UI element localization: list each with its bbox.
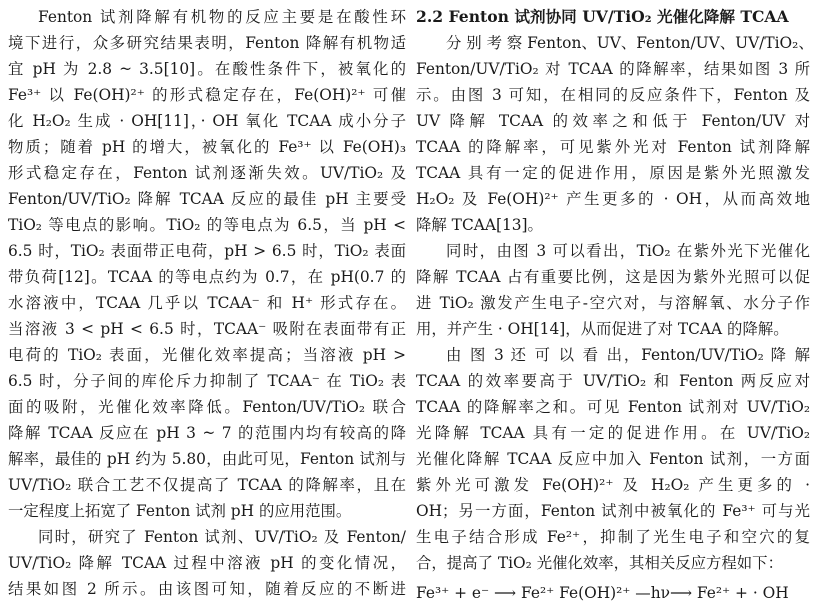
text-line: 同时，研究了 Fenton 试剂、UV/TiO₂ 及 Fenton/: [38, 528, 406, 546]
text-line: TiO₂ 等电点的影响。TiO₂ 的等电点为 6.5，当 pH <: [8, 216, 406, 234]
text-line: 物质；随着 pH 的增大，被氧化的 Fe³⁺ 以 Fe(OH)₃: [8, 138, 406, 156]
text-line: 境下进行，众多研究结果表明，Fenton 降解有机物适: [8, 34, 406, 52]
text-line: 解率，最佳的 pH 约为 5.80，由此可见，Fenton 试剂与: [8, 450, 406, 468]
text-line: 进 TiO₂ 激发产生电子-空穴对，与溶解氧、水分子作: [416, 294, 810, 312]
text-line: 示。由图 3 可知，在相同的反应条件下，Fenton 及: [416, 86, 810, 104]
text-line: 结果如图 2 所示。由该图可知，随着反应的不断进: [8, 580, 406, 598]
text-line: Fenton/UV/TiO₂ 对 TCAA 的降解率，结果如图 3 所: [416, 60, 810, 78]
text-line: UV/TiO₂ 降解 TCAA 过程中溶液 pH 的变化情况，: [8, 554, 406, 572]
text-line: 紫外光可激发 Fe(OH)²⁺ 及 H₂O₂ 产生更多的 ·: [416, 476, 810, 494]
text-line: 带负荷[12]。TCAA 的等电点约为 0.7，在 pH(0.7 的: [8, 268, 406, 286]
text-line: 宜 pH 为 2.8 ~ 3.5[10]。在酸性条件下，被氧化的: [8, 60, 406, 78]
right-column: [416, 4, 814, 606]
text-line: 6.5 时，分子间的库伦斥力抑制了 TCAA⁻ 在 TiO₂ 表: [8, 372, 406, 390]
text-line: 降解 TCAA 反应在 pH 3 ~ 7 的范围内均有较高的降: [8, 424, 406, 442]
text-line: 生电子结合形成 Fe²⁺，抑制了光生电子和空穴的复: [416, 528, 810, 546]
text-line: TCAA 的效率要高于 UV/TiO₂ 和 Fenton 两反应对: [416, 372, 810, 390]
text-line: UV/TiO₂ 联合工艺不仅提高了 TCAA 的降解率，且在: [8, 476, 406, 494]
text-line: 由 图 3 还 可 以 看 出，Fenton/UV/TiO₂ 降 解: [446, 346, 810, 364]
text-line: 面的吸附，光催化效率降低。Fenton/UV/TiO₂ 联合: [8, 398, 406, 416]
text-line: 用，并产生 · OH[14]，从而促进了对 TCAA 的降解。: [416, 320, 789, 338]
text-line: 降解 TCAA[13]。: [416, 216, 543, 234]
text-line: 降解 TCAA 占有重要比例，这是因为紫外光照可以促: [416, 268, 810, 286]
text-line: TCAA 的降解率之和。可见 Fenton 试剂对 UV/TiO₂: [416, 398, 810, 416]
text-line: 光降解 TCAA 具有一定的促进作用。在 UV/TiO₂: [416, 424, 810, 442]
reaction-equation: Fe³⁺ + e⁻ ⟶ Fe²⁺ Fe(OH)²⁺ —hν⟶ Fe²⁺ + · OH: [416, 584, 789, 602]
text-line: 电荷的 TiO₂ 表面，光催化效率提高；当溶液 pH >: [8, 346, 406, 364]
text-line: TCAA 的降解率，可见紫外光对 Fenton 试剂降解: [416, 138, 810, 156]
text-line: 当溶液 3 < pH < 6.5 时，TCAA⁻ 吸附在表面带有正: [8, 320, 406, 338]
text-line: OH；另一方面，Fenton 试剂中被氧化的 Fe³⁺ 可与光: [416, 502, 810, 520]
text-line: Fe³⁺ 以 Fe(OH)²⁺ 的形式稳定存在，Fe(OH)²⁺ 可催: [8, 86, 406, 104]
text-line: 形式稳定存在，Fenton 试剂逐渐失效。UV/TiO₂ 及: [8, 164, 406, 182]
text-line: 一定程度上拓宽了 Fenton 试剂 pH 的应用范围。: [8, 502, 352, 520]
right-body: [416, 30, 814, 576]
text-line: 水溶液中，TCAA 几乎以 TCAA⁻ 和 H⁺ 形式存在。: [8, 294, 406, 312]
text-line: 同时，由图 3 可以看出，TiO₂ 在紫外光下光催化: [446, 242, 810, 260]
text-line: 6.5 时，TiO₂ 表面带正电荷，pH > 6.5 时，TiO₂ 表面: [8, 242, 406, 260]
text-line: 合，提高了 TiO₂ 光催化效率，其相关反应方程如下：: [416, 554, 783, 572]
section-heading: 2.2 Fenton 试剂协同 UV/TiO₂ 光催化降解 TCAA: [416, 7, 789, 26]
text-line: H₂O₂ 及 Fe(OH)²⁺ 产生更多的 · OH，从而高效地: [416, 190, 810, 208]
text-line: TCAA 具有一定的促进作用，原因是紫外光照激发: [416, 164, 810, 182]
left-column: [8, 4, 406, 602]
text-line: 光催化降解 TCAA 反应中加入 Fenton 试剂，一方面: [416, 450, 810, 468]
text-line: Fenton/UV/TiO₂ 降解 TCAA 反应的最佳 pH 主要受: [8, 190, 406, 208]
text-line: 分 别 考 察 Fenton、UV、Fenton/UV、UV/TiO₂、: [446, 34, 814, 52]
text-line: 化 H₂O₂ 生成 · OH[11]，· OH 氧化 TCAA 成小分子: [8, 112, 406, 130]
text-line: Fenton 试剂降解有机物的反应主要是在酸性环: [38, 8, 406, 26]
text-line: UV 降解 TCAA 的效率之和低于 Fenton/UV 对: [416, 112, 810, 130]
